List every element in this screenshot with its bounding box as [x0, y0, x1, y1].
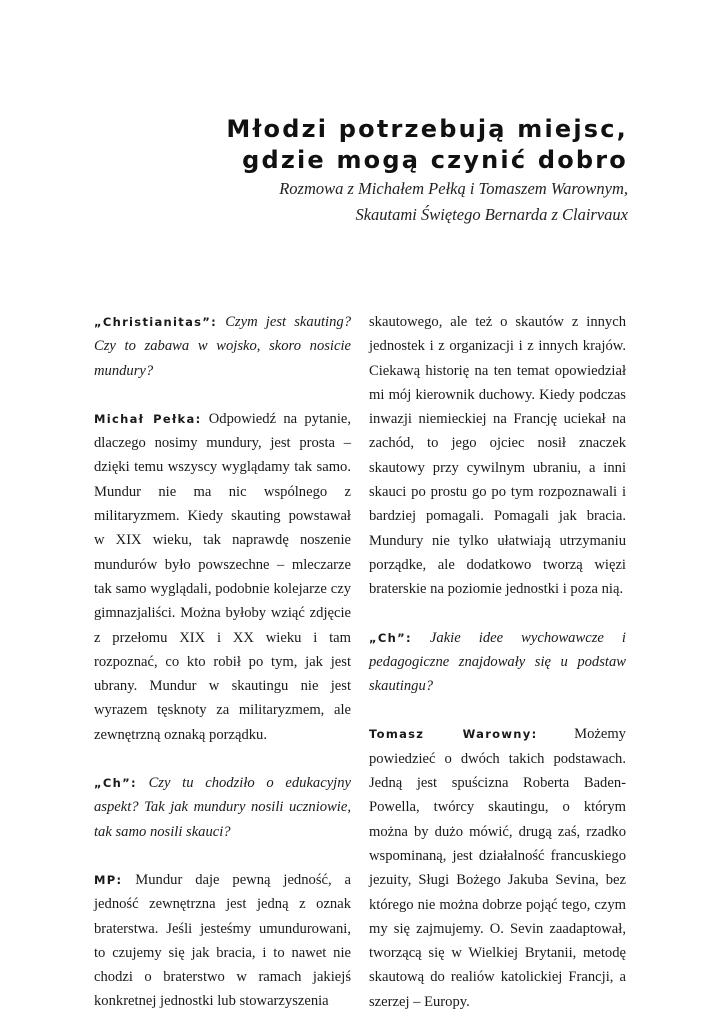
answer-continuation-paragraph — [369, 310, 626, 602]
article-header — [68, 114, 628, 228]
question-paragraph — [369, 626, 626, 699]
answer-text: Odpowiedź na pytanie, dlaczego nosimy mundury, jest prosta – dzięki temu wszyscy wyglądamy tak samo. Mundur nie ma nic wspólnego z militaryzmem. Kiedy skauting powstawał w XIX wieku, tak naprawdę noszenie mundurów było powszechne – mleczarze tak samo wyglądali, podobnie kolejarze czy gimnazjaliści. Można byłoby wziąć zdjęcie z przełomu XIX i XX wieku i tam rozpoznać, co kto robił po tym, jak jest ubrany. Mundur w skautingu nie jest wyrazem tęsknoty za militaryzmem, ale zewnętrzną oznaką porządku. — [94, 410, 351, 743]
speaker-label: Michał Pełka: — [94, 411, 202, 426]
article-subtitle-line-2: Skautami Świętego Bernarda z Clairvaux — [355, 205, 628, 224]
question-paragraph — [94, 771, 351, 844]
speaker-label: „Ch”: — [369, 630, 412, 645]
speaker-label: MP: — [94, 872, 123, 887]
speaker-label: „Ch”: — [94, 776, 137, 791]
right-column — [369, 310, 626, 1014]
answer-text: Możemy powiedzieć o dwóch takich podstawach. Jedną jest spuścizna Roberta Baden-Powella, twórcy skautingu, o którym można by dużo mówić, drugą zaś, rzadko wspominaną, jest działalność francuskiego jezuity, Sługi Bożego Jakuba Sevina, bez którego nie można dobrze pojąć tego, czym my się zajmujemy. O. Sevin zaadaptował, tworzącą się w Wielkiej Brytanii, metodę skautową do realiów katolickiej Francji, a szerzej – Europy. — [369, 726, 626, 1010]
question-text: Jakie idee wychowawcze i pedagogiczne znajdowały się u podstaw skautingu? — [369, 629, 626, 695]
question-text: Czy tu chodziło o edukacyjny aspekt? Tak jak mundury nosili uczniowie, tak samo nosili skauci? — [94, 775, 352, 840]
answer-paragraph — [94, 407, 351, 747]
speaker-label: „Christianitas”: — [94, 315, 218, 329]
answer-text: Mundur daje pewną jedność, a jedność zewnętrzna jest jedną z oznak braterstwa. Jeśli jesteśmy umundurowani, to czujemy się jak bracia, i to nawet nie chodzi o braterstwo w ramach jakiejś konkretnej jednostki lub stowarzyszenia — [94, 871, 351, 1010]
speaker-label: Tomasz Warowny: — [369, 727, 538, 742]
question-paragraph — [94, 310, 351, 383]
question-text: Czym jest skauting? Czy to zabawa w wojsko, skoro nosicie mundury? — [94, 314, 351, 379]
answer-paragraph — [94, 868, 351, 1014]
article-title-line-2: gdzie mogą czynić dobro — [242, 146, 628, 174]
article-subtitle-line-1: Rozmowa z Michałem Pełką i Tomaszem Warownym, — [279, 179, 628, 198]
answer-paragraph — [369, 722, 626, 1014]
article-title-line-1: Młodzi potrzebują miejsc, — [226, 115, 628, 143]
answer-text: skautowego, ale też o skautów z innych jednostek i z organizacji i z innych krajów. Ciekawą historię na ten temat opowiedział mi mój kierownik duchowy. Kiedy podczas inwazji niemieckiej na Francję uciekał na zachód, to jego ojciec nosił znaczek skautowy przy cywilnym ubraniu, a inni skauci po prostu go po tym rozpoznawali i bardziej pomagali. Pomagali jak bracia. Mundury nie tylko ułatwiają utrzymaniu porządke, ale dodatkowo tworzą więzi braterskie na poziomie jednostki i poza nią. — [369, 314, 626, 598]
left-column — [94, 310, 351, 1014]
